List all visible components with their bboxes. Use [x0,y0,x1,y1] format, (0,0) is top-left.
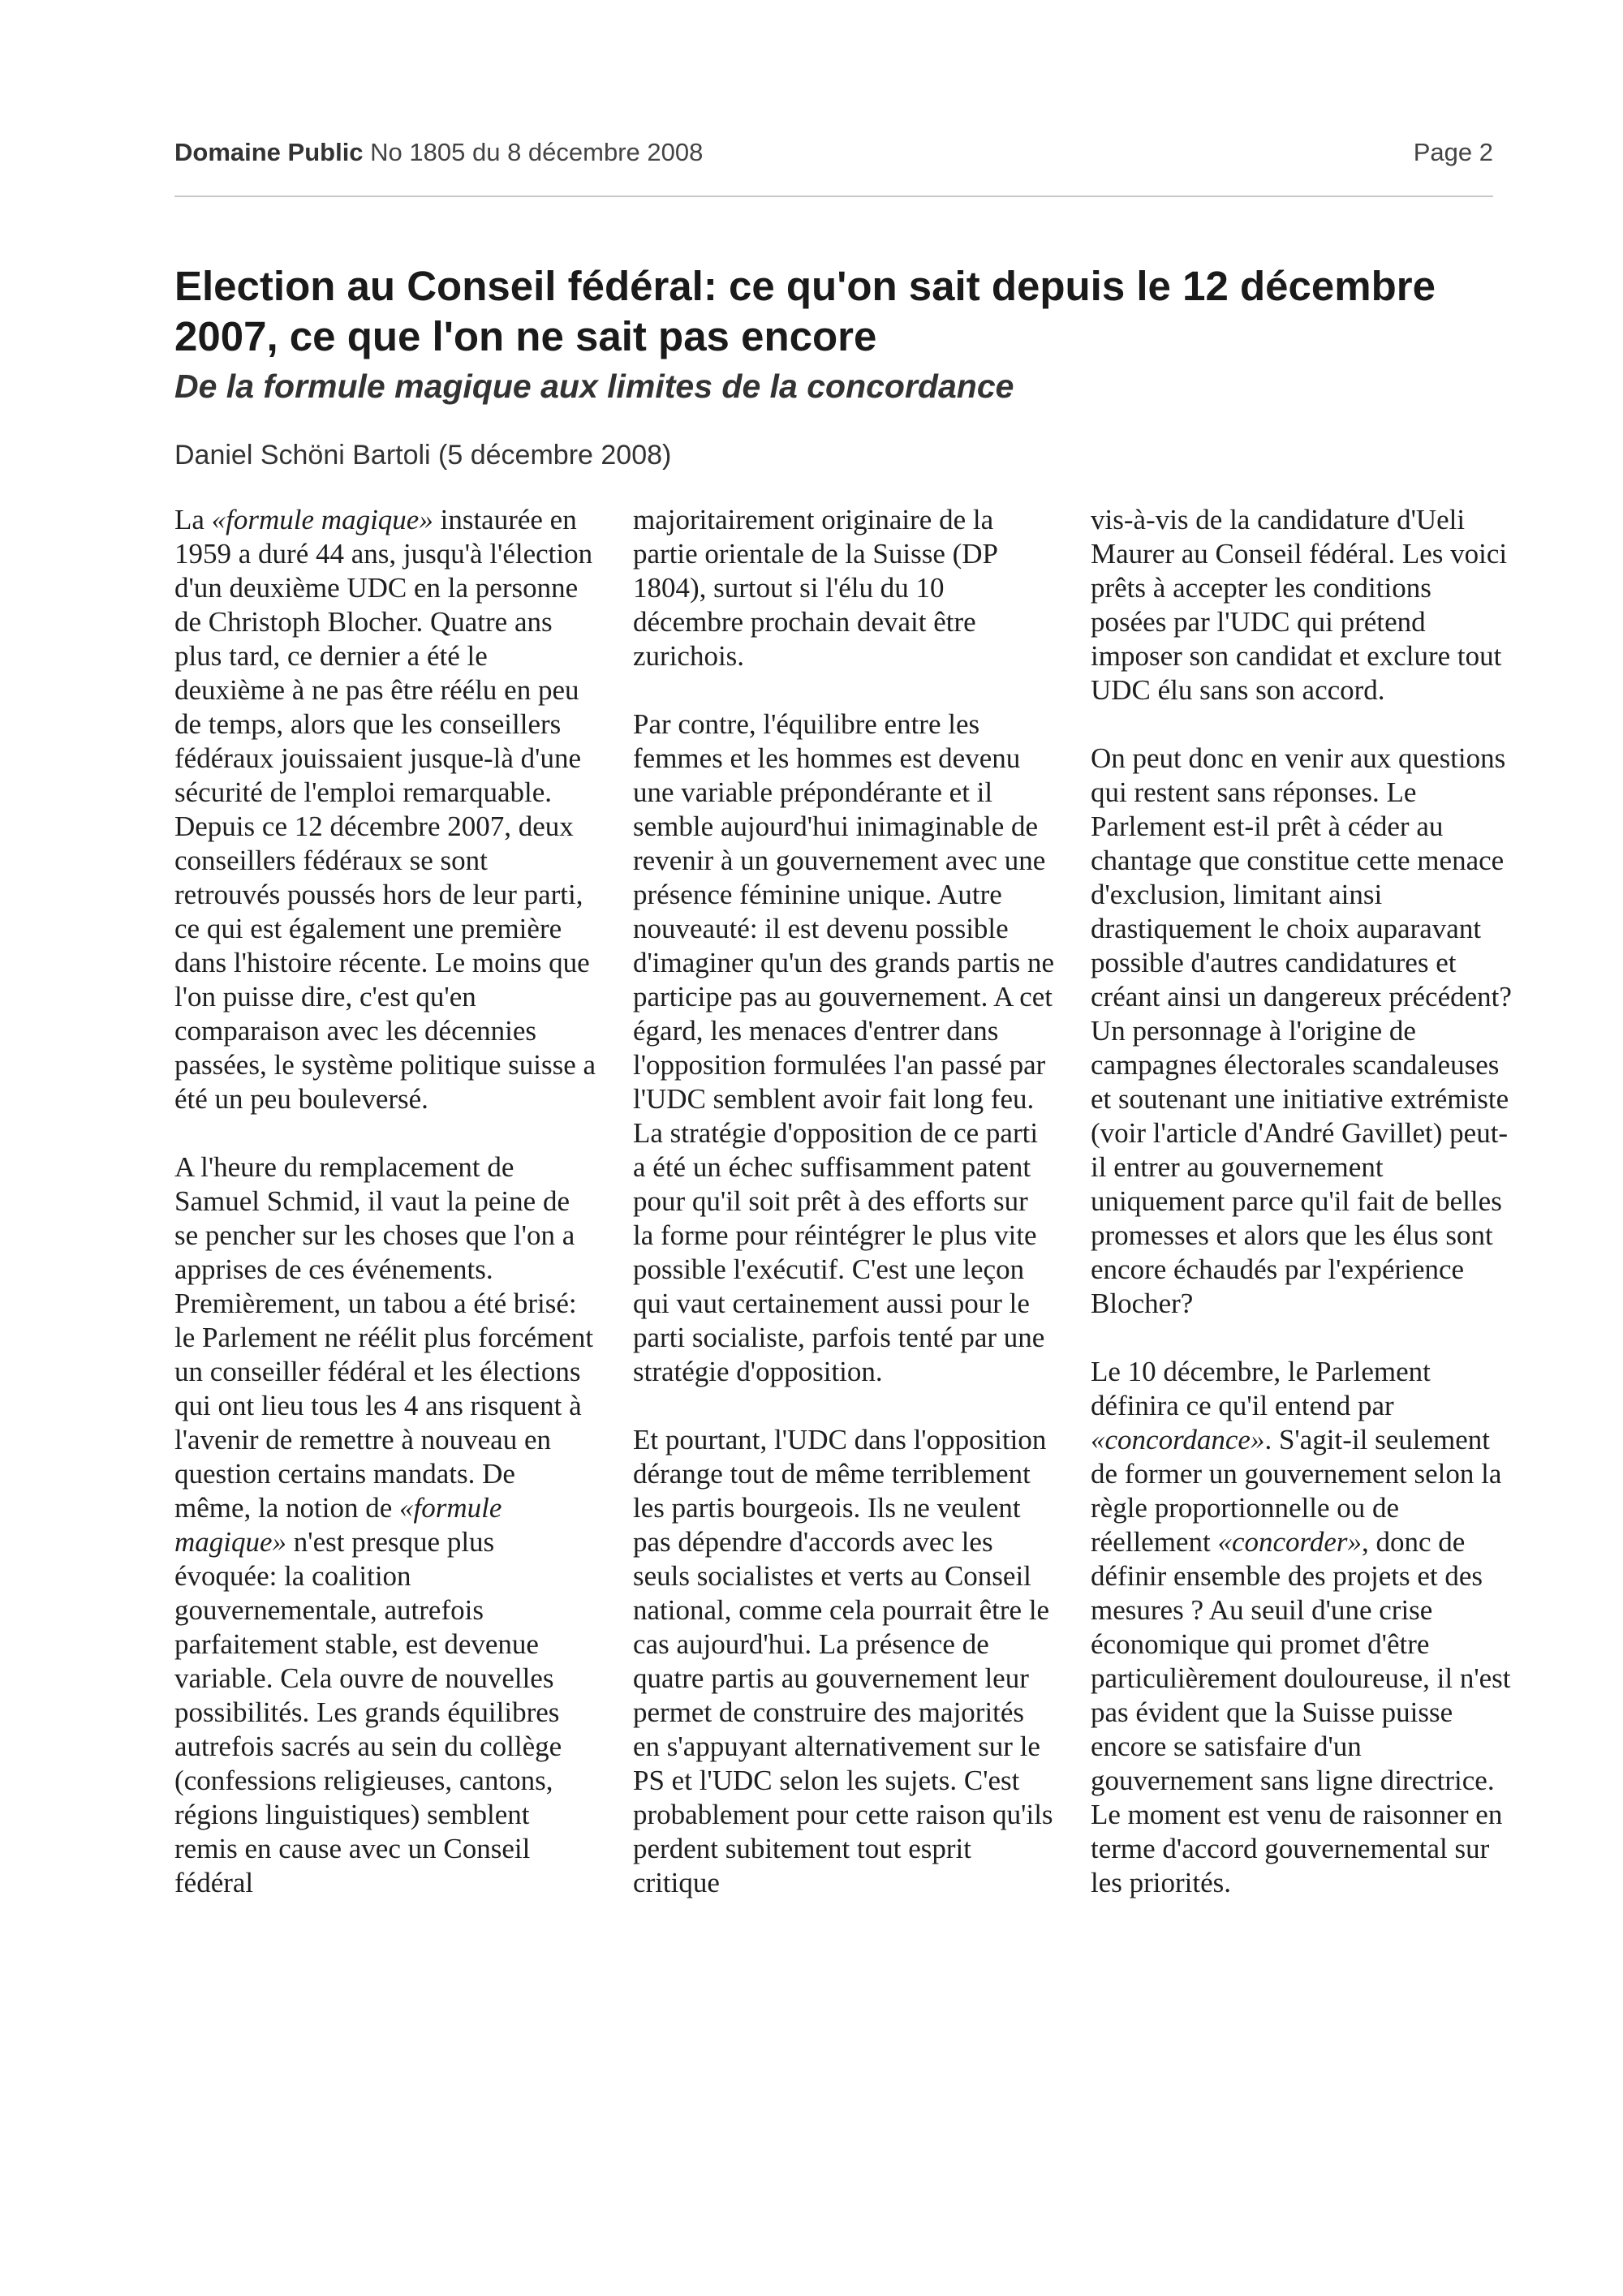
paragraph: Et pourtant, l'UDC dans l'opposition dérange tout de même terriblement les partis bourgeois. Ils ne veulent pas dépendre d'accords avec les seuls socialistes et verts au Conseil national, comme cela pourrait être le cas aujourd'hui. La présence de quatre partis au gouvernement leur permet de construire des majorités en s'appuyant alternativement sur le PS et l'UDC selon les sujets. C'est probablement pour cette raison qu'ils perdent subitement tout esprit critique [633,1424,1053,1898]
text-run: . S'agit-il seulement de former un gouvernement selon la règle proportionnelle ou de réellement [1091,1424,1502,1558]
header-divider [174,196,1493,197]
issue-info: No 1805 du 8 décembre 2008 [370,137,704,166]
italic-term: «concordance» [1091,1424,1265,1455]
italic-term: «concorder» [1217,1526,1362,1558]
text-run: instaurée en 1959 a duré 44 ans, jusqu'à l'élection d'un deuxième UDC en la personne de Christoph Blocher. Quatre ans plus tard, ce dernier a été le deuxième à ne pas être réélu en peu de temps, alors que les conseillers fédéraux jouissaient jusque-là d'une sécurité de l'emploi remarquable. Depuis ce 12 décembre 2007, deux conseillers fédéraux se sont retrouvés poussés hors de leur parti, ce qui est également une première dans l'histoire récente. Le moins que l'on puisse dire, c'est qu'en comparaison avec les décennies passées, le système politique suisse a été un peu bouleversé. [174,504,596,1115]
italic-term: «formule magique» [174,1492,502,1558]
paragraph [174,1150,596,1900]
text-column-3 [1091,503,1513,1900]
text-column-1 [174,503,596,1900]
paragraph: vis-à-vis de la candidature d'Ueli Maurer au Conseil fédéral. Les voici prêts à accepter les conditions posées par l'UDC qui prétend imposer son candidat et exclure tout UDC élu sans son accord. [1091,504,1508,706]
paragraph [1091,1355,1513,1900]
text-run: La [174,504,212,535]
text-run: A l'heure du remplacement de Samuel Schmid, il vaut la peine de se pencher sur les choses que l'on a apprises de ces événements. Premièrement, un tabou a été brisé: le Parlement ne réélit plus forcément un conseiller fédéral et les élections qui ont lieu tous les 4 ans risquent à l'avenir de remettre à nouveau en question certains mandats. De même, la notion de [174,1151,594,1524]
text-run: Le 10 décembre, le Parlement définira ce qu'il entend par [1091,1356,1431,1421]
paragraph: Par contre, l'équilibre entre les femmes et les hommes est devenu une variable prépondérante et il semble aujourd'hui inimaginable de revenir à un gouvernement avec une présence féminine unique. Autre nouveauté: il est devenu possible d'imaginer qu'un des grands partis ne participe pas au gouvernement. A cet égard, les menaces d'entrer dans l'opposition formulées l'an passé par l'UDC semblent avoir fait long feu. La stratégie d'opposition de ce parti a été un échec suffisamment patent pour qu'il soit prêt à des efforts sur la forme pour réintégrer le plus vite possible l'exécutif. C'est une leçon qui vaut certainement aussi pour le parti socialiste, parfois tenté par une stratégie d'opposition. [633,708,1055,1387]
article-subtitle: De la formule magique aux limites de la concordance [174,368,1014,405]
paragraph [174,503,596,1116]
paragraph: majoritairement originaire de la partie orientale de la Suisse (DP 1804), surtout si l'élu du 10 décembre prochain devait être zurichois. [633,504,997,672]
italic-term: «formule magique» [211,504,433,535]
header-publication-info [174,138,703,167]
text-run: n'est presque plus évoquée: la coalition gouvernementale, autrefois parfaitement stable, est devenue variable. Cela ouvre de nouvelles possibilités. Les grands équilibres autrefois sacrés au sein du collège (confessions religieuses, cantons, régions linguistiques) semblent remis en cause avec un Conseil fédéral [174,1526,562,1898]
paragraph: On peut donc en venir aux questions qui restent sans réponses. Le Parlement est-il prêt à céder au chantage que constitue cette menace d'exclusion, limitant ainsi drastiquement le choix auparavant possible d'autres candidatures et créant ainsi un dangereux précédent? Un personnage à l'origine de campagnes électorales scandaleuses et soutenant une initiative extrémiste (voir l'article d'André Gavillet) peut-il entrer au gouvernement uniquement parce qu'il fait de belles promesses et alors que les élus sont encore échaudés par l'expérience Blocher? [1091,742,1512,1319]
article-title: Election au Conseil fédéral: ce qu'on sait depuis le 12 décembre 2007, ce que l'on ne sait pas encore [174,263,1436,359]
page-header [174,134,1493,170]
page-number: Page 2 [1413,137,1493,166]
publication-name: Domaine Public [174,137,364,166]
text-run: , donc de définir ensemble des projets et des mesures ? Au seuil d'une crise économique qui promet d'être particulièrement douloureuse, il n'est pas évident que la Suisse puisse encore se satisfaire d'un gouvernement sans ligne directrice. Le moment est venu de raisonner en terme d'accord gouvernemental sur les priorités. [1091,1526,1511,1898]
article-byline: Daniel Schöni Bartoli (5 décembre 2008) [174,440,672,471]
text-column-2 [633,503,1055,1900]
